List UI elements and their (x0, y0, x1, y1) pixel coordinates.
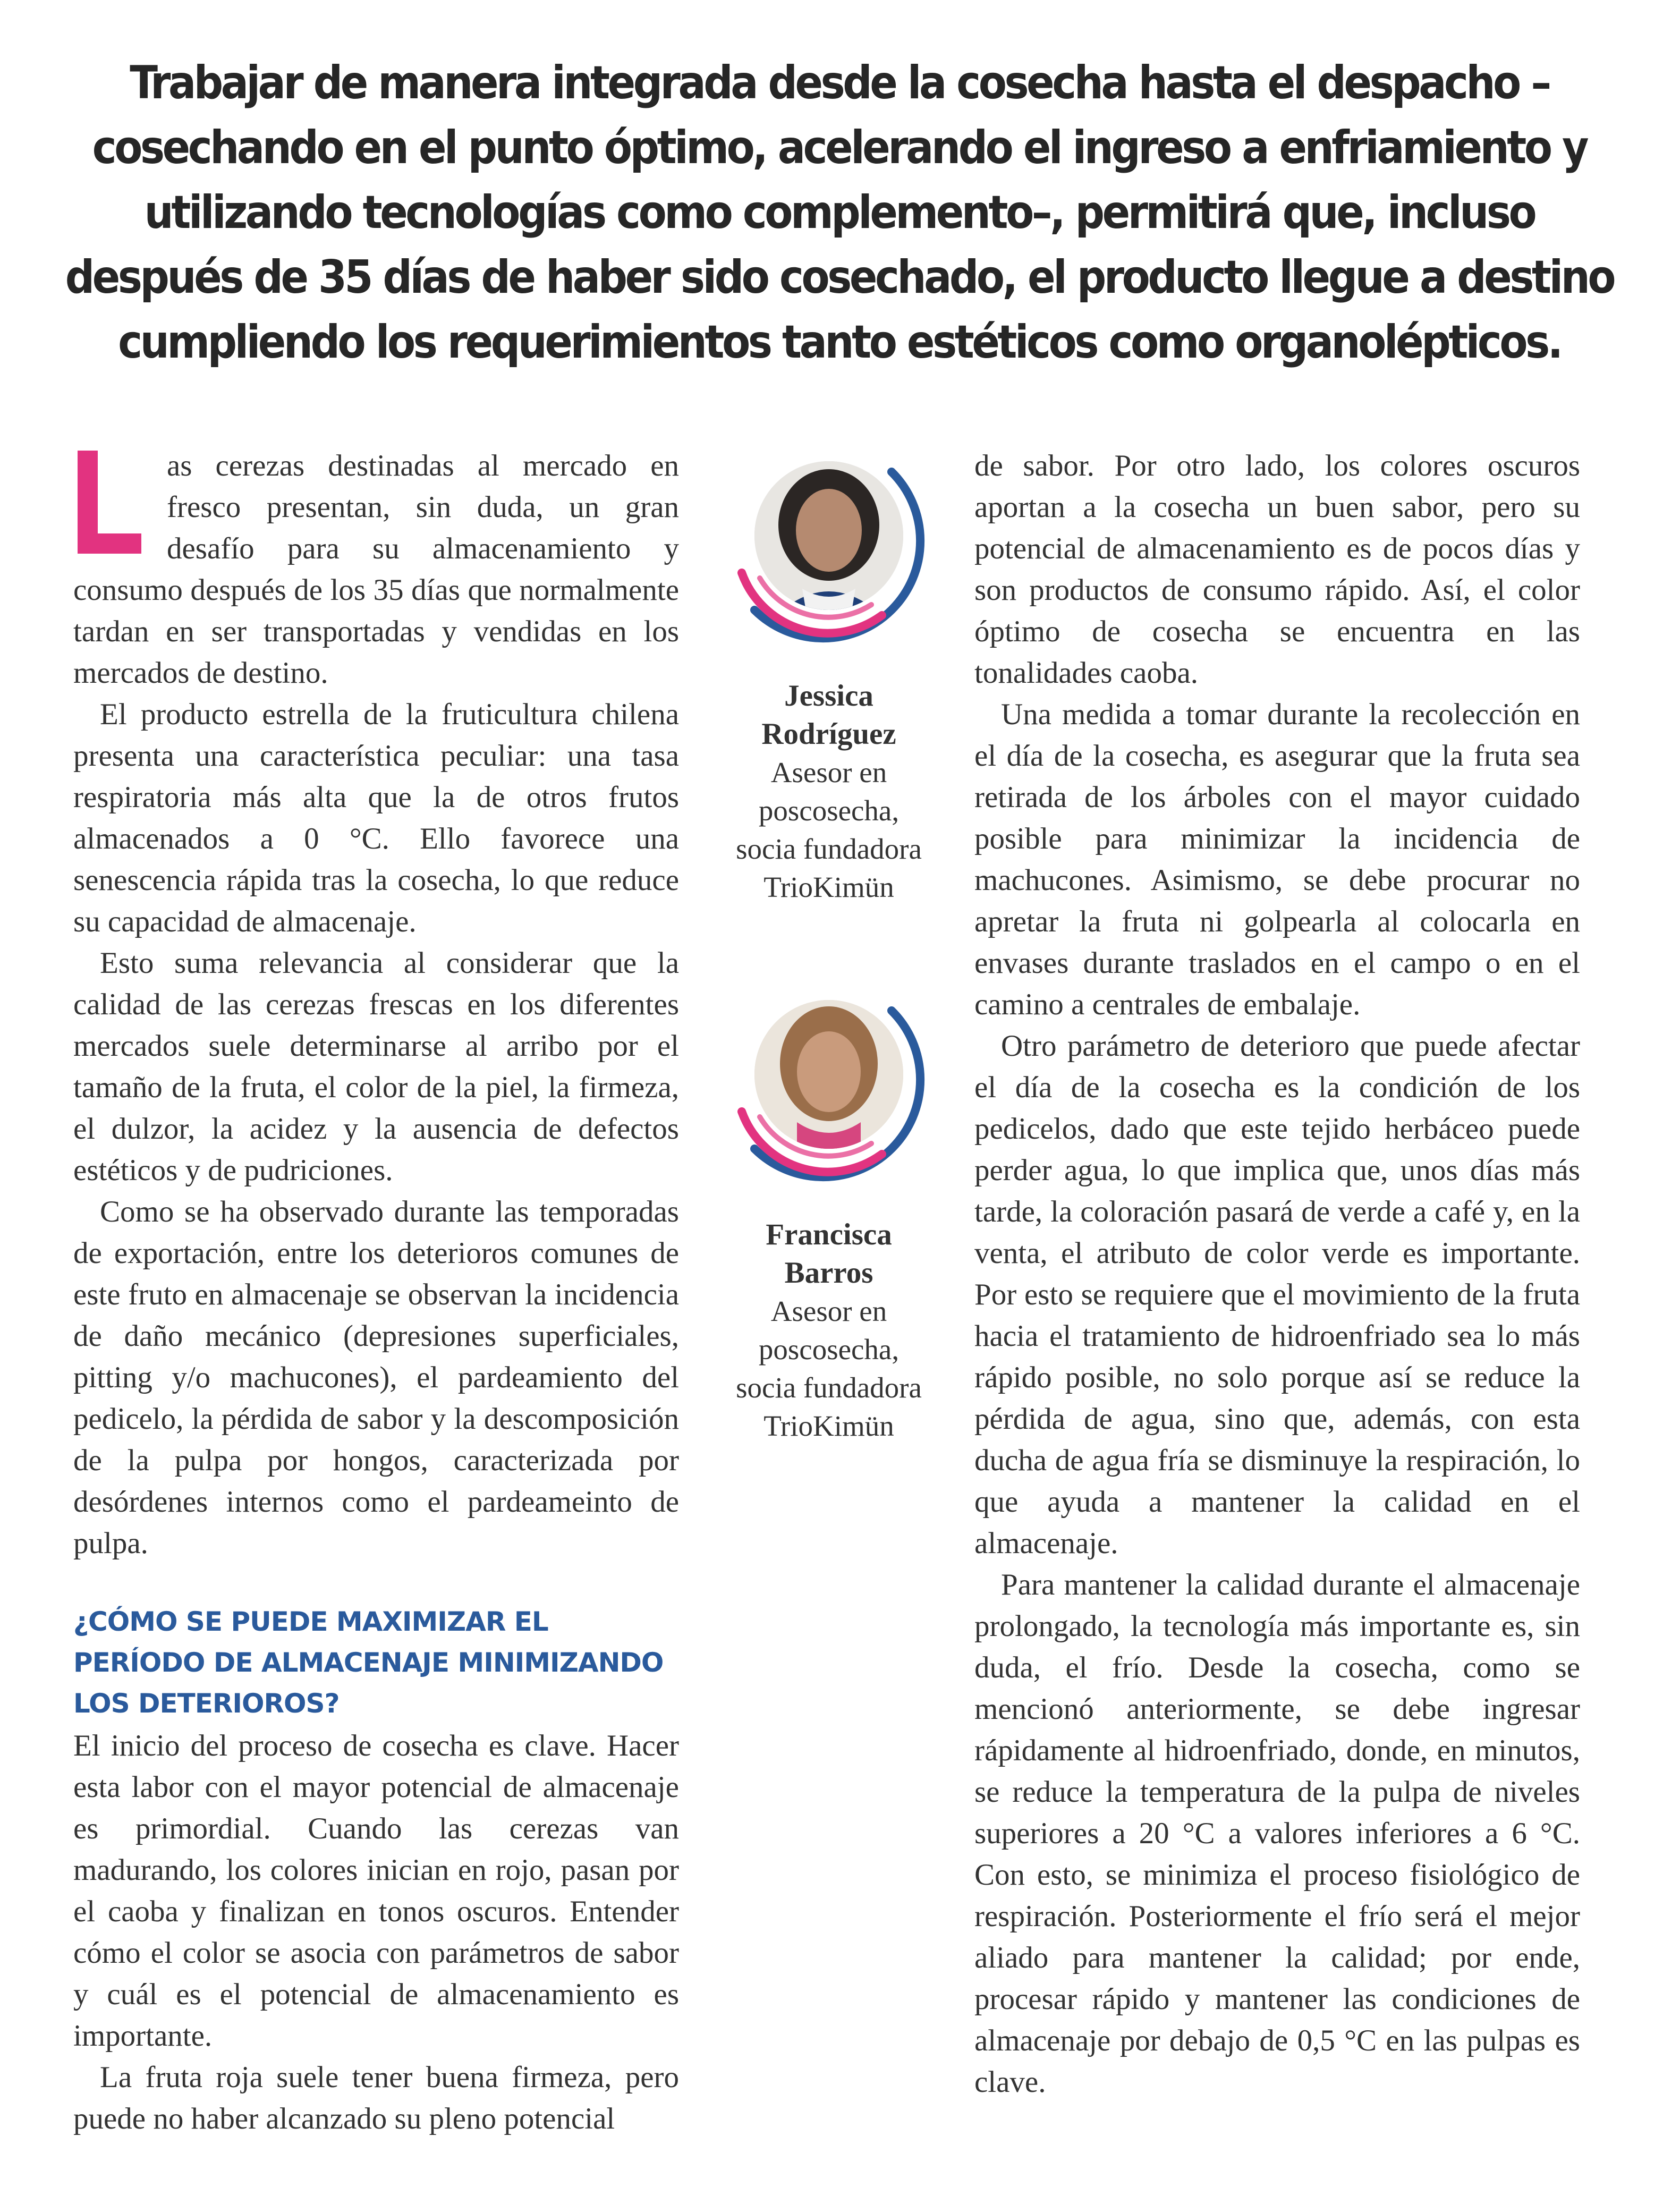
right-column (974, 445, 1580, 2103)
paragraph: Esto suma relevancia al considerar que la calidad de las cerezas frescas en los diferentes mercados suele determinarse al arribo por el tamaño de la fruta, el color de la piel, la firmeza, el dulzor, la acidez y la ausencia de defectos estéticos y de pudriciones. (73, 946, 679, 1187)
portrait-ring-icon (723, 445, 935, 658)
paragraph-intro (73, 445, 679, 694)
author-role: socia fundadora (736, 1371, 922, 1404)
paragraph: El producto estrella de la fruticultura chilena presenta una característica peculiar: una tasa respiratoria más alta que la de otros frutos almacenados a 0 °C. Ello favorece una senescencia rápida tras la cosecha, lo que reduce su capacidad de almacenaje. (73, 698, 679, 938)
paragraph: La fruta roja suele tener buena firmeza, pero puede no haber alcanzado su pleno potencial (73, 2061, 679, 2135)
intro-text: as cerezas destinadas al mercado en fresco presentan, sin duda, un gran desafío para su almacenamiento y consumo después de los 35 días que normalmente tardan en ser transportadas y vendidas en los mercados de destino. (73, 449, 679, 690)
author-company: TrioKimün (763, 1410, 894, 1442)
paragraph: Para mantener la calidad durante el almacenaje prolongado, la tecnología más importante es, sin duda, el frío. Desde la cosecha, como se mencionó anteriormente, se debe ingresar rápidamente al hidroenfriado, donde, en minutos, se reduce la temperatura de la pulpa de niveles superiores a 20 °C a valores inferiores a 6 °C. Con esto, se minimiza el proceso fisiológico de respiración. Posteriormente el frío será el mejor aliado para mantener la calidad; por ende, procesar rápido y mantener las condiciones de almacenaje por debajo de 0,5 °C en las pulpas es clave. (974, 1568, 1580, 2099)
author-last-name: Barros (784, 1256, 873, 1290)
paragraph: Una medida a tomar durante la recolección en el día de la cosecha, es asegurar que la fruta sea retirada de los árboles con el mayor cuidado posible para minimizar la incidencia de machucones. Asimismo, se debe procurar no apretar la fruta ni golpearla al colocarla en envases durante traslados en el campo o en el camino a centrales de embalaje. (974, 698, 1580, 1021)
author-card-francisca-barros (701, 984, 956, 1445)
paragraph: Como se ha observado durante las temporadas de exportación, entre los deterioros comunes de este fruto en almacenaje se observan la incidencia de daño mecánico (depresiones superficiales, pitting y/o machucones), el pardeamiento del pedicelo, la pérdida de sabor y la descomposición de la pulpa por hongos, caracterizada por desórdenes internos como el pardeameinto de pulpa. (73, 1195, 679, 1560)
paragraph: Otro parámetro de deterioro que puede afectar el día de la cosecha es la condición de los pedicelos, dado que este tejido herbáceo puede perder agua, lo que implica que, unos días más tarde, la coloración pasará de verde a café y, en la venta, el atributo de color verde es importante. Por esto se requiere que el movimiento de la fruta hacia el tratamiento de hidroenfriado sea lo más rápido posible, no solo porque así se reduce la pérdida de agua, sino que, además, con esta ducha de agua fría se disminuye la respiración, lo que ayuda a mantener la calidad en el almacenaje. (974, 1029, 1580, 1560)
author-role: poscosecha, (758, 1333, 900, 1366)
left-column (73, 445, 679, 2140)
author-last-name: Rodríguez (761, 717, 896, 751)
paragraph: El inicio del proceso de cosecha es clave. Hacer esta labor con el mayor potencial de almacenaje es primordial. Cuando las cerezas van madurando, los colores inician en rojo, pasan por el caoba y finalizan en tonos oscuros. Entender cómo el color se asocia con parámetros de sabor y cuál es el potencial de almacenamiento es importante. (73, 1729, 679, 2053)
author-role: socia fundadora (736, 833, 922, 865)
author-card-jessica-rodriguez (701, 445, 956, 906)
paragraph: de sabor. Por otro lado, los colores oscuros aportan a la cosecha un buen sabor, pero su potencial de almacenamiento es de pocos días y son productos de consumo rápido. Así, el color óptimo de cosecha se encuentra en las tonalidades caoba. (974, 449, 1580, 690)
author-portrait (723, 445, 935, 658)
pull-quote: Trabajar de manera integrada desde la cosecha hasta el despacho –cosechando en el punto óptimo, acelerando el ingreso a enfriamiento y utilizando tecnologías como complemento–, permitirá que, incluso después de 35 días de haber sido cosechado, el producto llegue a destino cumpliendo los requerimientos tanto estéticos como organolépticos. (65, 56, 1614, 369)
author-company: TrioKimün (763, 871, 894, 903)
drop-cap-l (73, 451, 153, 560)
author-role: Asesor en (770, 1295, 887, 1327)
author-first-name: Jessica (784, 679, 873, 713)
author-role: Asesor en (770, 756, 887, 789)
portrait-ring-icon (723, 984, 935, 1197)
author-first-name: Francisca (766, 1218, 892, 1251)
author-portrait (723, 984, 935, 1197)
section-subhead: ¿CÓMO SE PUEDE MAXIMIZAR EL PERÍODO DE ALMACENAJE MINIMIZANDO LOS DETERIOROS? (73, 1606, 664, 1719)
author-role: poscosecha, (758, 794, 900, 827)
